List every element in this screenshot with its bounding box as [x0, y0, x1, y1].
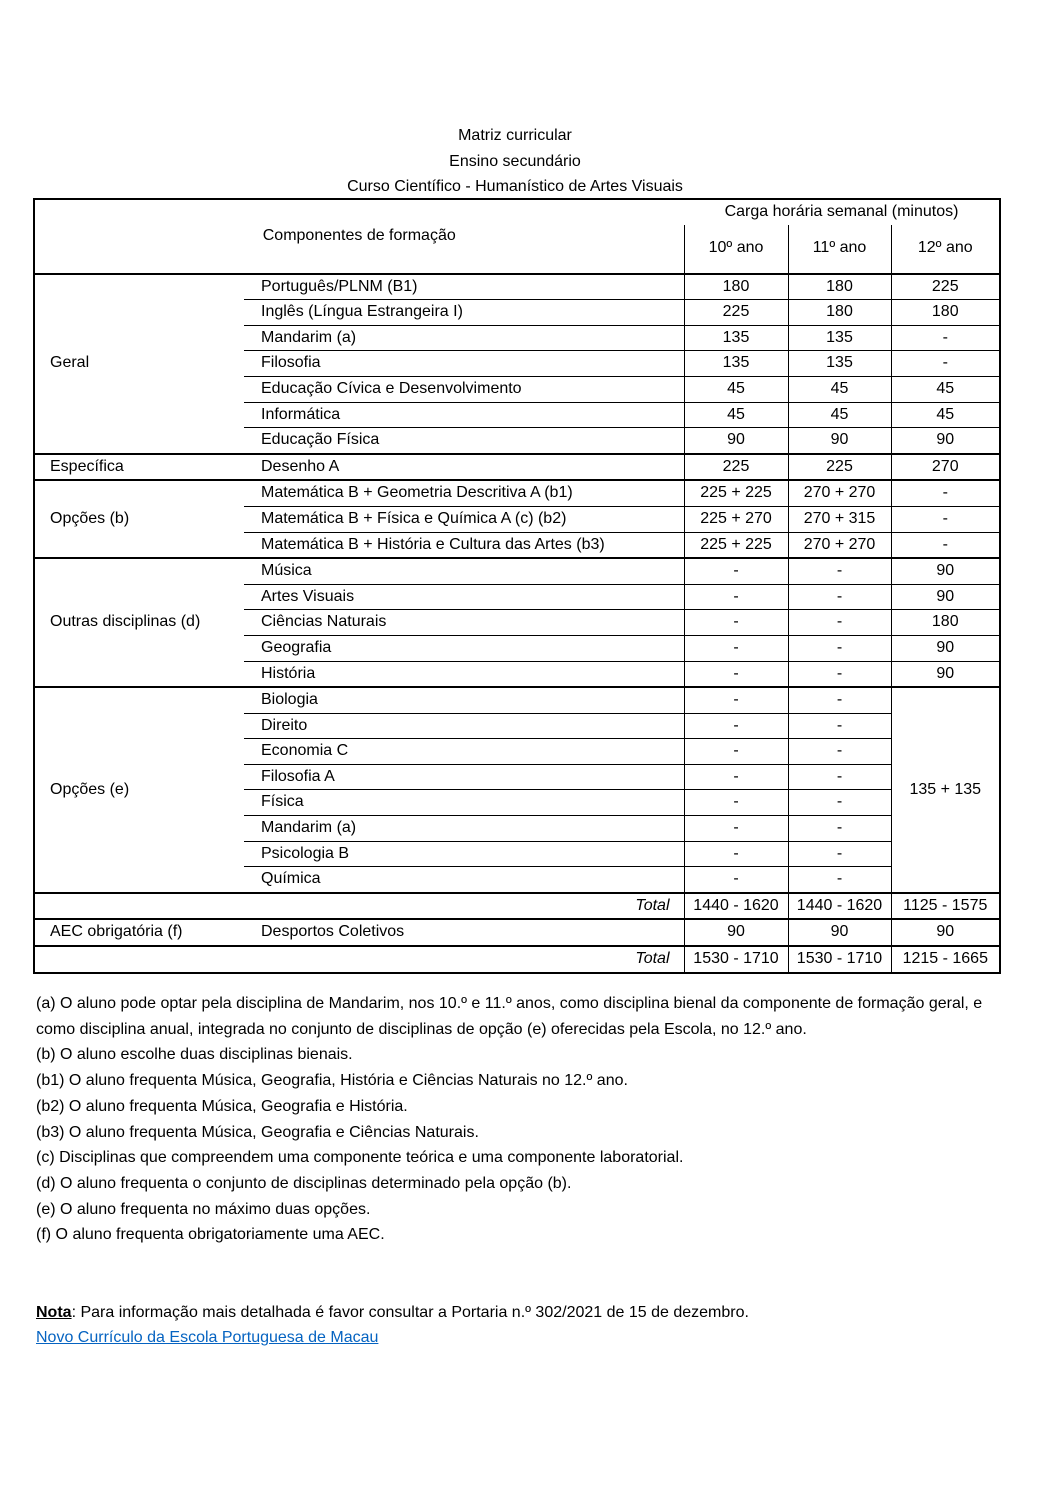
value-10: - [684, 867, 788, 893]
value-12: 90 [891, 661, 1000, 687]
value-11: 45 [788, 402, 891, 428]
value-12: - [891, 480, 1000, 506]
value-12: - [891, 325, 1000, 351]
value-12: - [891, 532, 1000, 558]
subject: Matemática B + História e Cultura das Artes (b3) [244, 532, 684, 558]
header-workload: Carga horária semanal (minutos) [724, 203, 959, 220]
subject: Economia C [244, 739, 684, 765]
value-11: 180 [788, 274, 891, 300]
value-10: - [684, 687, 788, 713]
total-row [34, 893, 1000, 920]
footnote-b2: (b2) O aluno frequenta Música, Geografia e História. [36, 1097, 408, 1115]
subject: Mandarim (a) [244, 816, 684, 842]
value-12: 90 [891, 584, 1000, 610]
value-10: - [684, 713, 788, 739]
subject: Matemática B + Geometria Descritiva A (b1) [244, 480, 684, 506]
group-opcoes-b: Opções (b) [34, 480, 244, 558]
value-10: - [684, 790, 788, 816]
total-12: 1215 - 1665 [891, 946, 1000, 973]
title-curso: Curso Científico - Humanístico de Artes Visuais [347, 178, 683, 195]
subject: Mandarim (a) [244, 325, 684, 351]
group-especifica: Específica [34, 454, 244, 481]
total-11: 1530 - 1710 [788, 946, 891, 973]
group-geral: Geral [34, 274, 244, 454]
value-11: 270 + 315 [788, 506, 891, 532]
subject: Português/PLNM (B1) [244, 274, 684, 300]
value-11: - [788, 816, 891, 842]
subject: Filosofia [244, 351, 684, 377]
value-11: 180 [788, 300, 891, 326]
value-10: 225 + 225 [684, 480, 788, 506]
group-opcoes-e: Opções (e) [34, 687, 244, 893]
value-10: 45 [684, 376, 788, 402]
value-11: - [788, 841, 891, 867]
value-10: - [684, 816, 788, 842]
value-11: - [788, 661, 891, 687]
subject: História [244, 661, 684, 687]
footnote-f: (f) O aluno frequenta obrigatoriamente uma AEC. [36, 1226, 385, 1244]
value-10: 225 [684, 300, 788, 326]
value-12: 225 [891, 274, 1000, 300]
value-10: 135 [684, 325, 788, 351]
value-10: 225 + 270 [684, 506, 788, 532]
value-12: 45 [891, 402, 1000, 428]
total-10: 1530 - 1710 [684, 946, 788, 973]
title-ensino: Ensino secundário [449, 152, 581, 170]
value-10: 225 + 225 [684, 532, 788, 558]
subject: Artes Visuais [244, 584, 684, 610]
document-titles [0, 123, 1030, 200]
value-12-merged: 135 + 135 [891, 687, 1000, 893]
value-10: - [684, 558, 788, 584]
table-row [34, 919, 1000, 946]
value-12: - [891, 351, 1000, 377]
value-11: 90 [788, 919, 891, 946]
note-label: Nota [36, 1304, 72, 1321]
value-12: - [891, 506, 1000, 532]
subject: Física [244, 790, 684, 816]
value-12: 45 [891, 376, 1000, 402]
value-10: - [684, 739, 788, 765]
subject: Química [244, 867, 684, 893]
value-10: - [684, 661, 788, 687]
note-text: : Para informação mais detalhada é favor consultar a Portaria n.º 302/2021 de 15 de dezembro. [71, 1304, 749, 1321]
subject: Desenho A [244, 454, 684, 481]
value-11: 225 [788, 454, 891, 481]
value-12: 90 [891, 919, 1000, 946]
subject: Direito [244, 713, 684, 739]
value-11: - [788, 610, 891, 636]
footnote-e: (e) O aluno frequenta no máximo duas opções. [36, 1200, 371, 1218]
value-11: 270 + 270 [788, 532, 891, 558]
group-outras: Outras disciplinas (d) [34, 558, 244, 687]
value-11: - [788, 687, 891, 713]
value-11: 135 [788, 351, 891, 377]
header-year-11: 11º ano [788, 225, 891, 274]
total-12: 1125 - 1575 [891, 893, 1000, 920]
value-11: 90 [788, 428, 891, 454]
footnote-d: (d) O aluno frequenta o conjunto de disciplinas determinado pela opção (b). [36, 1174, 572, 1192]
value-12: 270 [891, 454, 1000, 481]
subject: Educação Física [244, 428, 684, 454]
footnote-b3: (b3) O aluno frequenta Música, Geografia e Ciências Naturais. [36, 1123, 479, 1141]
total-11: 1440 - 1620 [788, 893, 891, 920]
total-row [34, 946, 1000, 973]
value-10: 90 [684, 919, 788, 946]
value-11: 270 + 270 [788, 480, 891, 506]
value-10: - [684, 841, 788, 867]
subject: Ciências Naturais [244, 610, 684, 636]
footnote-b: (b) O aluno escolhe duas disciplinas bienais. [36, 1046, 353, 1064]
table-row [34, 480, 1000, 506]
value-10: 45 [684, 402, 788, 428]
curriculum-link[interactable]: Novo Currículo da Escola Portuguesa de Macau [36, 1329, 379, 1346]
subject: Educação Cívica e Desenvolvimento [244, 376, 684, 402]
value-11: - [788, 713, 891, 739]
value-10: - [684, 635, 788, 661]
value-10: 180 [684, 274, 788, 300]
value-12: 180 [891, 610, 1000, 636]
footnotes [36, 991, 996, 1248]
value-10: 90 [684, 428, 788, 454]
value-11: - [788, 867, 891, 893]
total-10: 1440 - 1620 [684, 893, 788, 920]
subject: Matemática B + Física e Química A (c) (b2) [244, 506, 684, 532]
footnote-c: (c) Disciplinas que compreendem uma componente teórica e uma componente laboratorial. [36, 1149, 684, 1167]
value-11: - [788, 764, 891, 790]
value-12: 180 [891, 300, 1000, 326]
value-12: 90 [891, 558, 1000, 584]
value-10: 225 [684, 454, 788, 481]
table-row [34, 274, 1000, 300]
title-matriz: Matriz curricular [458, 127, 572, 144]
value-10: - [684, 764, 788, 790]
value-11: 45 [788, 376, 891, 402]
note-paragraph [36, 1300, 749, 1326]
group-aec: AEC obrigatória (f) [34, 919, 244, 946]
curriculum-table [33, 198, 1001, 974]
header-row-1 [34, 199, 1000, 225]
value-11: - [788, 635, 891, 661]
value-11: - [788, 739, 891, 765]
subject: Psicologia B [244, 841, 684, 867]
table-row [34, 687, 1000, 713]
header-year-10: 10º ano [684, 225, 788, 274]
table-row [34, 558, 1000, 584]
header-components: Componentes de formação [262, 227, 456, 244]
subject: Inglês (Língua Estrangeira I) [244, 300, 684, 326]
footnote-b1: (b1) O aluno frequenta Música, Geografia, História e Ciências Naturais no 12.º ano. [36, 1072, 628, 1090]
value-11: 135 [788, 325, 891, 351]
subject: Informática [244, 402, 684, 428]
value-10: - [684, 610, 788, 636]
value-10: - [684, 584, 788, 610]
header-year-12: 12º ano [891, 225, 1000, 274]
value-11: - [788, 558, 891, 584]
subject: Filosofia A [244, 764, 684, 790]
value-10: 135 [684, 351, 788, 377]
value-11: - [788, 584, 891, 610]
total-label: Total [34, 946, 684, 973]
subject: Geografia [244, 635, 684, 661]
value-12: 90 [891, 635, 1000, 661]
value-11: - [788, 790, 891, 816]
table-row [34, 454, 1000, 481]
subject: Música [244, 558, 684, 584]
total-label: Total [34, 893, 684, 920]
subject: Desportos Coletivos [244, 919, 684, 946]
footnote-a: (a) O aluno pode optar pela disciplina de Mandarim, nos 10.º e 11.º anos, como disciplina bienal da componente de formação geral, e como disciplina anual, integrada no conjunto de disciplinas de opção (e) oferecidas pela Escola, no 12.º ano. [36, 995, 983, 1038]
subject: Biologia [244, 687, 684, 713]
value-12: 90 [891, 428, 1000, 454]
